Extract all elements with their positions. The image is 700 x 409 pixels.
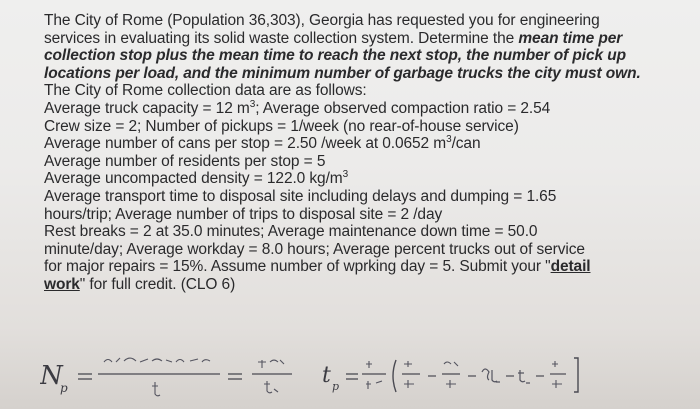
problem-statement [44,12,684,294]
repairs-line: for major repairs = 15%. Assume number of wprking day = 5. Submit your "detail [44,258,591,276]
bold-line-1: collection stop plus the mean time to reach the next stop, the number of pick up [44,47,626,65]
tp-subscript: p [332,380,340,393]
transport-line-2: hours/trip; Average number of trips to disposal site = 2 /day [44,205,443,223]
cans-line: Average number of cans per stop = 2.50 /week at 0.0652 $m^3$/can [44,134,481,153]
term1-num [404,361,412,367]
highlight-mean-time: mean time per [518,29,623,47]
truck-capacity-line: Average truck capacity = 12 $m^3$; Average observed compaction ratio = 2.54 [44,98,551,117]
second-numerator [258,360,284,368]
formula-drawing [40,352,660,402]
handwritten-formulas [40,352,660,402]
breaks-line: Rest breaks = 2 at 35.0 minutes; Average maintenance down time = 50.0 [44,223,538,241]
residents-line: Average number of residents per stop = 5 [44,152,326,170]
term3-2td [482,369,500,382]
tp-coef-numerator [366,361,372,368]
np-denominator [152,382,160,396]
bold-line-2: locations per load, and the minimum number of garbage trucks the city must own. [44,64,641,82]
crew-line: Crew size = 2; Number of pickups = 1/week (no rear-of-house service) [44,117,519,135]
tp-coef-denominator [366,381,382,389]
intro-line-2: services in evaluating its solid waste collection system. Determine the mean time per [44,29,623,47]
term5-den [552,380,562,388]
intro-line-1: The City of Rome (Population 36,303), Georgia has requested you for engineering [44,12,600,29]
detail-emphasis: detail [550,258,591,276]
data-intro: The City of Rome collection data are as follows: [44,82,367,100]
second-denominator [264,381,278,393]
term2-num [444,362,458,366]
transport-line-1: Average transport time to disposal site including delays and dumping = 1.65 [44,187,557,205]
term1-den [404,380,414,388]
term2-den [446,380,456,388]
tp-symbol: t [322,363,331,388]
workday-line: minute/day; Average workday = 8.0 hours; Average percent trucks out of service [44,240,585,258]
work-emphasis: work [44,275,80,293]
density-line: Average uncompacted density = 122.0 $kg/m^3$ [44,169,349,188]
term4-tw [518,370,530,383]
np-numerator-scribble [104,358,210,362]
left-bracket [393,360,396,392]
credit-line: work" for full credit. (CLO 6) [44,275,236,293]
np-symbol: N [40,361,63,391]
right-bracket [574,358,578,392]
np-subscript: p [60,381,68,395]
term5-num [552,361,558,367]
